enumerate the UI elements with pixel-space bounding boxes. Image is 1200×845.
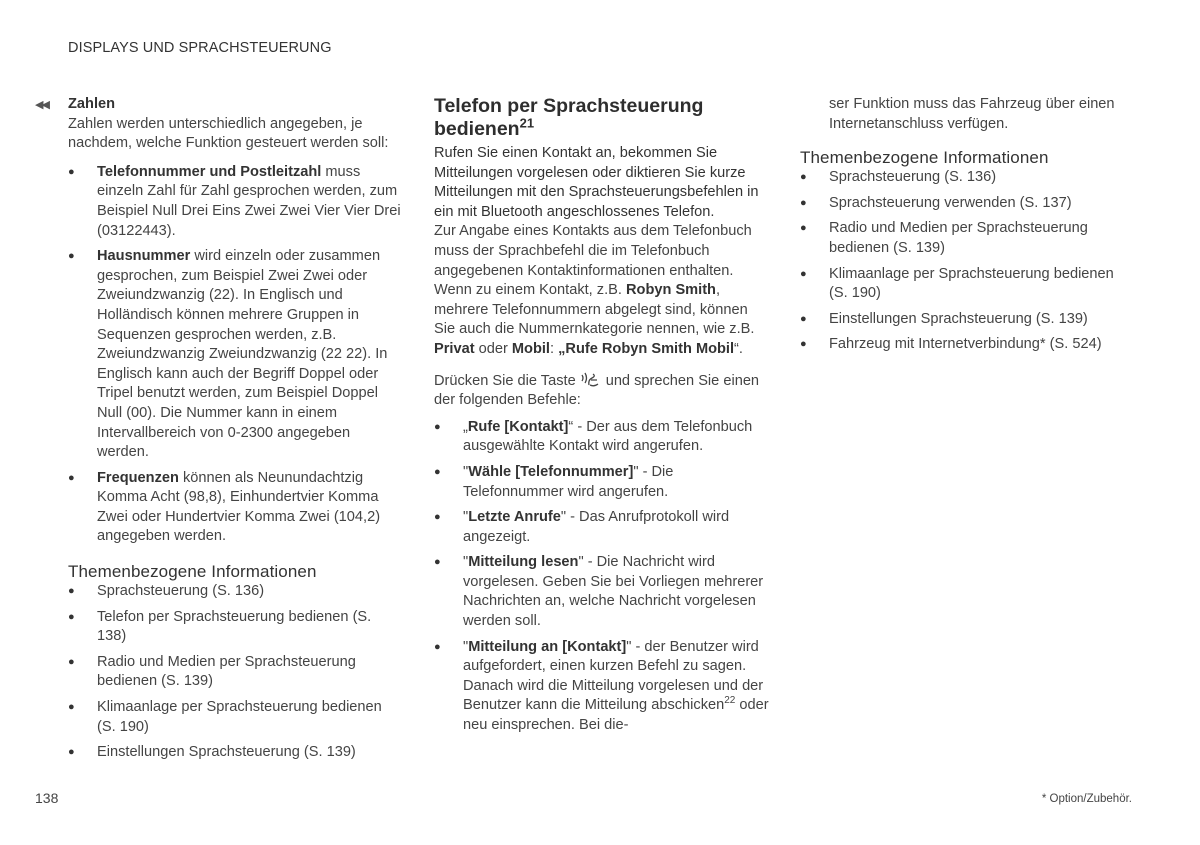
keyword: Hausnummer — [97, 248, 191, 265]
keyword: Frequenzen — [97, 469, 179, 486]
item-text: " - Die Telefonnummer wird angerufen. — [463, 463, 674, 500]
keyword: „Rufe Robyn Smith Mobil — [558, 340, 735, 357]
command-keyword: Wähle [Telefonnummer] — [468, 463, 634, 480]
item-text: " - der Benutzer wird aufgefordert, einen kurzen Befehl zu sagen. Danach wird die Mitteilung vorgelesen und der Benutzer kann die Mitteilung abschicken — [463, 638, 764, 714]
item-text: oder neu einsprechen. Bei die- — [463, 697, 769, 734]
command-keyword: Rufe [Kontakt] — [467, 418, 569, 435]
list-item — [434, 553, 769, 631]
keyword: Privat — [434, 340, 475, 357]
item-text: wird einzeln oder zusammen gesprochen, zum Beispiel Zwei Zwei oder Zweiundzwanzig (22). In Englisch und Holländisch können mehrere Gruppen in Sequenzen gesprochen werden, z.B. Zweiundzwanzig Zweiundzwanzig (22 22). In Englisch kann auch der Begriff Doppel oder Tripel benutzt werden, zum Beispiel Doppel Null (00). Die Nummer kann in einem Intervallbereich von 0-2300 angegeben werden. — [97, 248, 388, 461]
list-item — [68, 163, 403, 241]
related-link[interactable]: ● Sprachsteuerung (S. 136) — [68, 582, 403, 602]
command-keyword: Letzte Anrufe — [468, 509, 561, 526]
footnote-option: * Option/Zubehör. — [1041, 793, 1132, 805]
related-info-title: Themenbezogene Informationen — [800, 148, 1049, 168]
instruction-text — [434, 372, 769, 411]
column-middle — [434, 95, 769, 736]
quote-mark: " — [463, 638, 469, 655]
quote-mark: " — [463, 509, 469, 526]
list-item — [434, 418, 769, 457]
command-keyword: Mitteilung lesen — [468, 554, 579, 571]
continued-text: ser Funktion muss das Fahrzeug über einen Internetanschluss verfügen. — [829, 96, 1115, 132]
related-link[interactable]: ● Radio und Medien per Sprachsteuerung bedienen (S. 139) — [800, 219, 1135, 258]
related-link[interactable]: ● Einstellungen Sprachsteuerung (S. 139) — [68, 743, 403, 763]
list-item — [434, 463, 769, 502]
list-item — [434, 638, 769, 736]
quote-mark: " — [463, 463, 469, 480]
related-link[interactable]: ● Fahrzeug mit Internetverbindung* (S. 524) — [800, 335, 1135, 355]
body-text-part: , mehrere Telefonnummern abgelegt sind, können Sie auch die Nummernkategorie nennen, wie z.B. — [434, 282, 755, 338]
instruction-part: Drücken Sie die Taste — [434, 372, 576, 389]
keyword: Robyn Smith — [625, 282, 716, 299]
voice-control-icon — [580, 372, 602, 388]
section-title — [434, 95, 769, 141]
voice-commands-list — [434, 418, 769, 736]
column-left — [35, 95, 403, 763]
related-link[interactable]: ● Einstellungen Sprachsteuerung (S. 139) — [800, 310, 1135, 330]
continued-item — [800, 95, 1135, 134]
item-text: " - Die Nachricht wird vorgelesen. Geben Sie bei Vorliegen mehrerer Nachrichten an, welche Nachricht vorgelesen werden soll. — [463, 554, 764, 630]
command-keyword: Mitteilung an [Kontakt] — [468, 638, 627, 655]
page-number: 138 — [35, 790, 59, 806]
item-text: “ - Der aus dem Telefonbuch ausgewählte Kontakt wird angerufen. — [463, 418, 753, 455]
instruction-part: und sprechen Sie einen der folgenden Befehle: — [434, 372, 760, 409]
footnote-ref[interactable]: 21 — [519, 115, 535, 131]
quote-mark: „ — [463, 418, 468, 435]
item-text: können als Neunundachtzig Komma Acht (98,8), Einhundertvier Komma Zwei oder Hundertvier Komma Zwei (104,2) angegeben werden. — [97, 469, 381, 545]
section-heading-zahlen: Zahlen — [68, 96, 116, 112]
related-links-list — [800, 168, 1135, 355]
body-text-part: “. — [734, 340, 743, 357]
list-item — [68, 469, 403, 547]
body-text-part: oder — [474, 340, 512, 357]
related-link[interactable]: ● Sprachsteuerung verwenden (S. 137) — [800, 194, 1135, 214]
related-info-title: Themenbezogene Informationen — [68, 562, 317, 582]
quote-mark: " — [463, 554, 469, 571]
related-link[interactable]: ● Radio und Medien per Sprachsteuerung bedienen (S. 139) — [68, 653, 403, 692]
item-text: " - Das Anrufprotokoll wird angezeigt. — [463, 509, 730, 545]
related-link[interactable]: ● Klimaanlage per Sprachsteuerung bedienen (S. 190) — [68, 698, 403, 737]
list-item — [434, 508, 769, 547]
body-text-part: Zur Angabe eines Kontakts aus dem Telefonbuch muss der Sprachbefehl die im Telefonbuch angegebenen Kontaktinformationen enthalten. Wenn zu einem Kontakt, z.B. — [434, 223, 752, 299]
intro-text: Rufen Sie einen Kontakt an, bekommen Sie Mitteilungen vorgelesen oder diktieren Sie kurze Mitteilungen mit den Sprachsteuerungsbefehlen in ein mit Bluetooth angeschlossenes Telefon. — [434, 145, 759, 220]
title-text: Telefon per Sprachsteuerung bedienen — [434, 95, 704, 140]
keyword: Telefonnummer und Postleitzahl — [97, 163, 322, 180]
related-link[interactable]: ● Telefon per Sprachsteuerung bedienen (S. 138) — [68, 608, 403, 647]
intro-text: Zahlen werden unterschiedlich angegeben, je nachdem, welche Funktion gesteuert werden soll: — [68, 115, 389, 152]
number-rules-list — [68, 163, 403, 547]
list-item — [68, 247, 403, 463]
keyword: Mobil — [511, 340, 550, 357]
column-right — [800, 95, 1135, 355]
continued-arrow-icon: ◀◀ — [35, 99, 48, 111]
related-link[interactable]: ● Sprachsteuerung (S. 136) — [800, 168, 1135, 188]
body-text-part: : — [550, 340, 559, 357]
footnote-ref[interactable]: 22 — [724, 695, 736, 707]
item-text: muss einzeln Zahl für Zahl gesprochen werden, zum Beispiel Null Drei Eins Zwei Zwei Vier Vier Drei (03122443). — [97, 163, 401, 239]
related-link[interactable]: ● Klimaanlage per Sprachsteuerung bedienen (S. 190) — [800, 265, 1135, 304]
running-header: DISPLAYS UND SPRACHSTEUERUNG — [68, 40, 332, 56]
body-text — [434, 222, 769, 359]
related-links-list — [68, 582, 403, 763]
